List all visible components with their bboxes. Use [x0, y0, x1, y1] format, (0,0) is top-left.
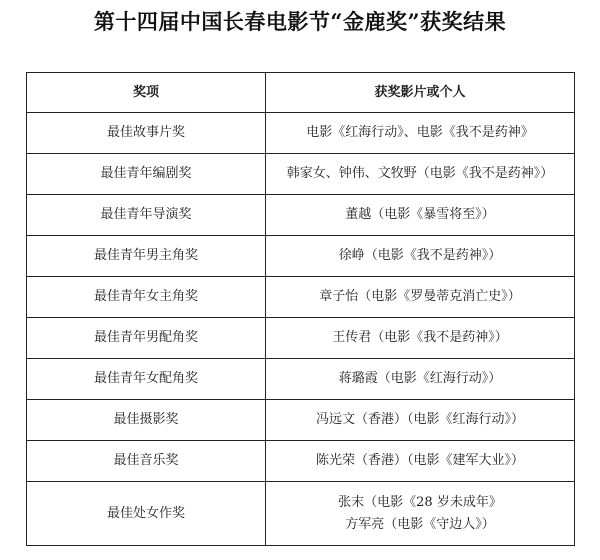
page-title: 第十四届中国长春电影节“金鹿奖”获奖结果	[93, 9, 507, 34]
awards-table	[26, 72, 575, 546]
header-winner: 获奖影片或个人	[266, 73, 575, 113]
award-cell: 最佳处女作奖	[27, 482, 266, 546]
award-cell: 最佳青年导演奖	[27, 195, 266, 236]
table-header-row	[27, 73, 575, 113]
winner-line: 方军亮（电影《守边人》）	[345, 516, 495, 532]
award-cell: 最佳青年女主角奖	[27, 277, 266, 318]
winner-cell: 电影《红海行动》、电影《我不是药神》	[266, 113, 575, 154]
winner-cell: 徐峥（电影《我不是药神》）	[266, 236, 575, 277]
winner-cell	[266, 482, 575, 546]
table-row	[27, 154, 575, 195]
award-cell: 最佳青年女配角奖	[27, 359, 266, 400]
table-row	[27, 400, 575, 441]
table-row	[27, 482, 575, 546]
table-row	[27, 277, 575, 318]
winner-cell: 章子怡（电影《罗曼蒂克消亡史》）	[266, 277, 575, 318]
winner-cell: 陈光荣（香港）（电影《建军大业》）	[266, 441, 575, 482]
award-cell: 最佳青年男主角奖	[27, 236, 266, 277]
award-cell: 最佳音乐奖	[27, 441, 266, 482]
winner-cell: 董越（电影《暴雪将至》）	[266, 195, 575, 236]
winner-cell: 蒋璐霞（电影《红海行动》）	[266, 359, 575, 400]
award-cell: 最佳青年男配角奖	[27, 318, 266, 359]
table-row	[27, 113, 575, 154]
table-row	[27, 359, 575, 400]
winner-line: 张末（电影《28 岁未成年》	[338, 494, 502, 510]
winner-cell: 韩家女、钟伟、文牧野（电影《我不是药神》）	[266, 154, 575, 195]
table-row	[27, 195, 575, 236]
award-cell: 最佳摄影奖	[27, 400, 266, 441]
winner-cell: 王传君（电影《我不是药神》）	[266, 318, 575, 359]
table-row	[27, 318, 575, 359]
header-award: 奖项	[27, 73, 266, 113]
winner-cell: 冯远文（香港）（电影《红海行动》）	[266, 400, 575, 441]
award-cell: 最佳故事片奖	[27, 113, 266, 154]
table-row	[27, 236, 575, 277]
table-row	[27, 441, 575, 482]
award-cell: 最佳青年编剧奖	[27, 154, 266, 195]
